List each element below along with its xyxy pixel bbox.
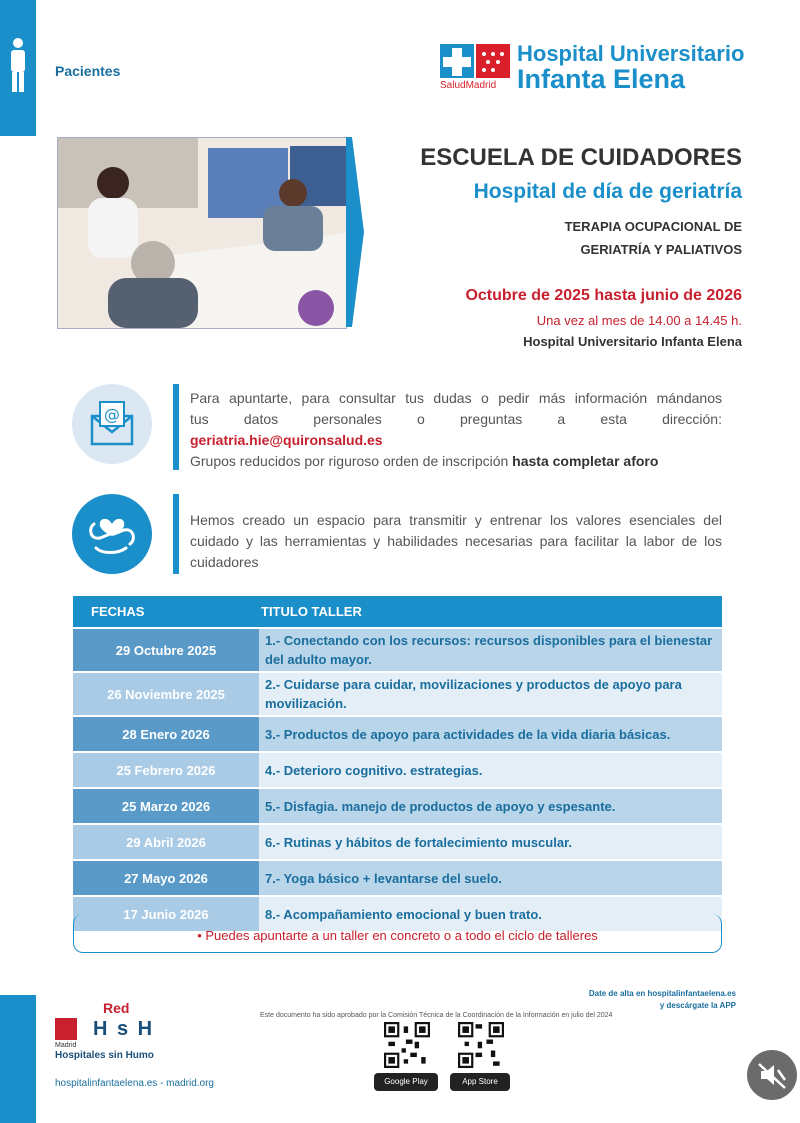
table-row bbox=[73, 752, 722, 788]
program-name bbox=[380, 215, 742, 261]
red-hsh-logo bbox=[55, 1000, 185, 1064]
mission-text: Hemos creado un espacio para transmitir y entrenar los valores esenciales del cuidado y las herramientas y habilidades necesarias para facilitar la labor de los cuidadores bbox=[190, 512, 722, 570]
program-name-line1: TERAPIA OCUPACIONAL DE bbox=[564, 219, 742, 234]
info-accent-bar bbox=[173, 494, 179, 574]
email-icon-circle bbox=[72, 384, 152, 464]
hands-heart-icon bbox=[72, 494, 152, 574]
madrid-flag-icon bbox=[55, 1018, 77, 1040]
salud-madrid-label: SaludMadrid bbox=[440, 80, 497, 91]
red-label: Red bbox=[103, 1000, 130, 1016]
info-accent-bar bbox=[173, 384, 179, 470]
workshop-date: 29 Octubre 2025 bbox=[73, 628, 259, 672]
workshop-date: 25 Marzo 2026 bbox=[73, 788, 259, 824]
workshop-photo bbox=[57, 137, 347, 329]
table-row bbox=[73, 672, 722, 716]
workshop-title: 6.- Rutinas y hábitos de fortalecimiento muscular. bbox=[265, 834, 573, 850]
table-note bbox=[73, 928, 722, 943]
madrid-label: Madrid bbox=[55, 1042, 77, 1049]
workshop-title: 5.- Disfagia. manejo de productos de apoyo y espesante. bbox=[265, 798, 616, 814]
care-icon-circle bbox=[72, 494, 152, 574]
speaker-muted-icon bbox=[747, 1050, 797, 1100]
workshop-title: 8.- Acompañamiento emocional y buen trato. bbox=[265, 906, 542, 922]
app-download-line2: y descárgate la APP bbox=[659, 1001, 736, 1010]
app-download-note bbox=[540, 988, 736, 1012]
patient-icon bbox=[6, 36, 30, 96]
qr-code-android[interactable] bbox=[384, 1022, 430, 1068]
envelope-icon bbox=[72, 384, 152, 464]
madrid-health-logo bbox=[440, 44, 512, 80]
workshop-title: 2.- Cuidarse para cuidar, movilizaciones y productos de apoyo para movilización. bbox=[265, 677, 682, 711]
table-row bbox=[73, 824, 722, 860]
schedule: Una vez al mes de 14.00 a 14.45 h. bbox=[536, 313, 742, 328]
workshop-date: 28 Enero 2026 bbox=[73, 716, 259, 752]
workshop-title: 3.- Productos de apoyo para actividades de la vida diaria básicas. bbox=[265, 726, 671, 742]
hospital-name-line2: Infanta Elena bbox=[517, 64, 686, 94]
table-row bbox=[73, 860, 722, 896]
workshop-title: 7.- Yoga básico + levantarse del suelo. bbox=[265, 870, 502, 886]
table-row bbox=[73, 788, 722, 824]
app-store-badge[interactable]: App Store bbox=[450, 1073, 510, 1091]
column-header-dates: FECHAS bbox=[73, 596, 259, 628]
workshop-date: 25 Febrero 2026 bbox=[73, 752, 259, 788]
info-text-line4 bbox=[190, 451, 658, 472]
table-note-text: Puedes apuntarte a un taller en concreto o a todo el ciclo de talleres bbox=[205, 928, 598, 943]
info-text-line1: Para apuntarte, para consultar tus dudas o pedir más información mándanos bbox=[190, 390, 722, 406]
venue: Hospital Universitario Infanta Elena bbox=[523, 334, 742, 349]
qr-code-ios[interactable] bbox=[458, 1022, 504, 1068]
mute-button[interactable] bbox=[747, 1050, 797, 1100]
hsh-label: H s H bbox=[93, 1018, 155, 1040]
footer-url[interactable]: hospitalinfantaelena.es - madrid.org bbox=[55, 1078, 214, 1089]
program-name-line2: GERIATRÍA Y PALIATIVOS bbox=[580, 242, 742, 257]
page-subtitle: Hospital de día de geriatría bbox=[473, 180, 742, 203]
contact-email-link[interactable]: geriatria.hie@quironsalud.es bbox=[190, 432, 383, 448]
approval-note: Este documento ha sido aprobado por la Comisión Técnica de la Coordinación de la Información en julio del 2024 bbox=[260, 1012, 613, 1019]
workshop-date: 17 Junio 2026 bbox=[73, 896, 259, 931]
workshop-title: 1.- Conectando con los recursos: recursos disponibles para el bienestar del adulto mayor. bbox=[265, 633, 713, 667]
date-range: Octubre de 2025 hasta junio de 2026 bbox=[465, 287, 742, 304]
workshop-title: 4.- Deterioro cognitivo. estrategias. bbox=[265, 762, 483, 778]
info-text-line4-bold: hasta completar aforo bbox=[512, 453, 659, 469]
workshop-date: 27 Mayo 2026 bbox=[73, 860, 259, 896]
page-title: ESCUELA DE CUIDADORES bbox=[420, 144, 742, 171]
google-play-badge[interactable]: Google Play bbox=[374, 1073, 438, 1091]
section-label: Pacientes bbox=[55, 63, 121, 79]
column-header-title: TITULO TALLER bbox=[259, 596, 722, 628]
workshop-date: 26 Noviembre 2025 bbox=[73, 672, 259, 716]
info-text-line2: tus datos personales o preguntas a esta dirección: bbox=[190, 411, 722, 427]
svg-text:@: @ bbox=[104, 405, 120, 424]
left-accent-bar-bottom bbox=[0, 995, 36, 1123]
table-row bbox=[73, 628, 722, 672]
workshop-date: 29 Abril 2026 bbox=[73, 824, 259, 860]
hospitales-sin-humo-label: Hospitales sin Humo bbox=[55, 1050, 154, 1061]
info-text-line4-pre: Grupos reducidos por riguroso orden de inscripción bbox=[190, 453, 513, 469]
workshop-schedule-table bbox=[73, 596, 722, 931]
hospital-name-line1: Hospital Universitario bbox=[517, 41, 745, 66]
bullet-icon: • bbox=[197, 928, 206, 943]
table-row bbox=[73, 716, 722, 752]
app-download-line1: Date de alta en hospitalinfantaelena.es bbox=[588, 989, 736, 998]
photo-arrow-decoration bbox=[346, 137, 364, 327]
